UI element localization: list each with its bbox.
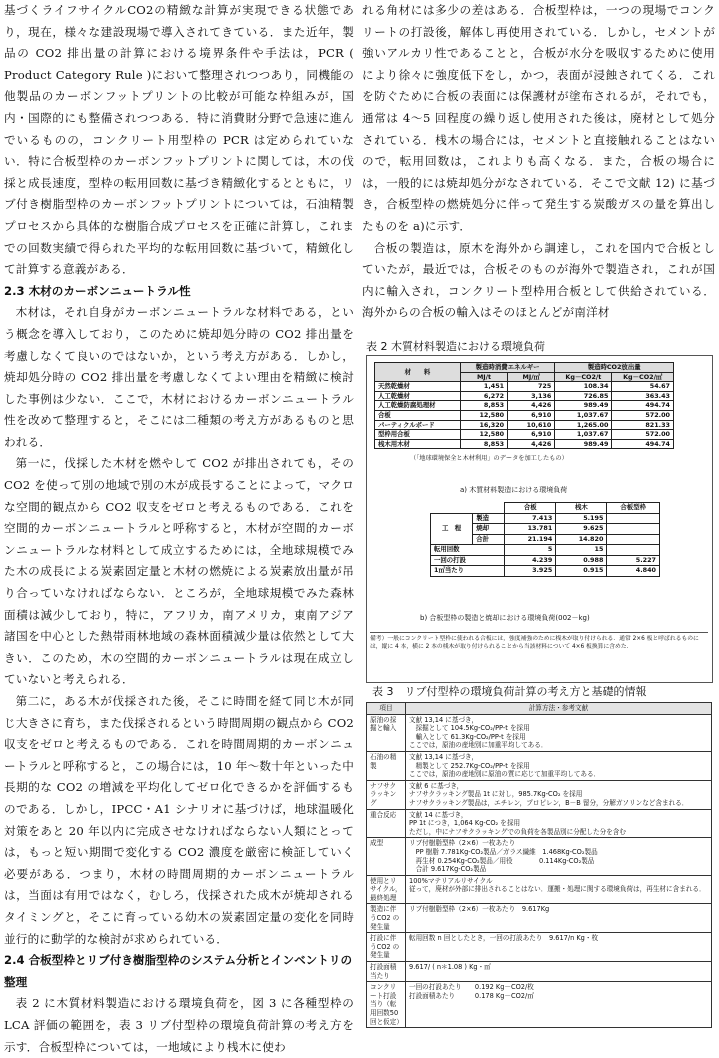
- table-cell: リブ付樹脂型枠（2×6）一枚あたり PP 樹脂 7.781Kg-CO₂製品／ガラス繊維 1.468Kg-CO₂製品 再生材 0.254Kg-CO₂製品／用役 0.114Kg-CO₂製品 合計 9.617Kg-CO₂製品: [406, 838, 712, 875]
- table-cell: 9.625: [556, 524, 607, 535]
- table-row: [431, 555, 660, 566]
- table-cell: パーティクルボード: [375, 420, 461, 430]
- table2-note: （「地球環境保全と木材利用」のデータを加工したもの）: [410, 455, 568, 462]
- table-cell: 13.781: [505, 524, 556, 535]
- table3: [366, 702, 712, 1028]
- table-row: [375, 401, 674, 411]
- right-column: [362, 0, 715, 324]
- table2b: [430, 502, 660, 577]
- paragraph: 基づくライフサイクルCO2の精緻な計算が実現できる状態であり，現在，様々な建設現場で導入されてきている．また近年，製品の CO2 排出量の計算における境界条件や手法は，PCR ( Product Category Rule )において整理されつつあり，同機能の他製品のカーボンフットプリントの比較が可能な枠組みが，国内・国際的にも整備されつつある．特に消費財分野で急速に進んでいるものの，コンクリート用型枠の PCR は定められていない．特に合板型枠のカーボンフットプリントに関しては，木の伐採と成長速度，型枠の転用回数に基づき精緻化するとともに，リブ付き樹脂型枠のカーボンフットプリントについては，石油精製プロセスから具体的な樹脂合成プロセスを正確に計算し，これまでの回数実績で得られた平均的な転用回数に基づいて，精緻化して計算する意義がある．: [4, 3, 354, 277]
- table-cell: 4.239: [505, 555, 556, 566]
- paragraph: 第一に，伐採した木材を燃やして CO2 が排出されても，その CO2 を使って別の地域で別の木が成長することによって，マクロな空間的観点から CO2 収支をゼロと考えるものである．これを空間的カーボンニュートラルと呼称すると，木材が空間的カーボンニュートラルな材料として成立するためには，全地球規模でみた木の成長による炭素固定量と木材の燃焼による炭素放出量が吊り合っていなければならない．ところが，全地球規模でみた森林面積は減少しており，特に，アフリカ，南アメリカ，東南アジア諸国を中心とした熱帯雨林地域の森林面積減少量は依然として大きい．このため，木の空間的カーボンニュートラルは現在成立していないと考えられる．: [4, 456, 354, 687]
- table-row: [367, 714, 712, 751]
- table-cell: 4,426: [508, 439, 555, 449]
- table-cell: 1,037.67: [555, 430, 612, 440]
- table-cell: 494.74: [612, 439, 674, 449]
- paragraph: 第二に，ある木が伐採された後，そこに時間を経て同じ木が同じ大きさに育ち，また伐採されるという時間周期の観点から CO2 収支をゼロと考えるものである．これを時間周期的カーボンニュートラルと呼称すると，この場合には，10 年～数十年といった中長期的な CO2 の増減を平均化してゼロ化できるかを評価するものである．しかし，IPCC・A1 シナリオに基づけば，地球温暖化対策をあと 20 年以内に完成させなければならない人類にとっては，もっと短い期間で変化する CO2 濃度を厳密に検証していく必要がある．つまり，木材の時間周期的カーボンニュートラルは，当面は有用ではなく，むしろ，伐採された成木が焼却されるタイミングと，そこに育っている幼木の炭素固定量の変化を同時並行的に動学的な検討が求められている．: [4, 694, 354, 946]
- table-cell: 天然乾燥材: [375, 382, 461, 392]
- table2b-caption: b) 合板型枠の製造と焼却における環境負荷(002－kg): [420, 614, 590, 622]
- table-cell: 重合反応: [367, 809, 406, 838]
- table-row: [375, 430, 674, 440]
- table-row: [431, 545, 660, 556]
- table2-caption: 表 2 木質材料製造における環境負荷: [366, 340, 545, 353]
- table-cell: 3.925: [505, 566, 556, 577]
- table-cell: 6,910: [508, 430, 555, 440]
- table-cell: 0.988: [556, 555, 607, 566]
- table-row: [367, 703, 712, 715]
- table-header: 製造時消費エネルギー: [460, 363, 554, 373]
- table-row: [367, 982, 712, 1028]
- table-cell: 原油の採掘と輸入: [367, 714, 406, 751]
- section-heading-2-4: 2.4 合板型枠とリブ付き樹脂型枠のシステム分析とインベントリの整理: [4, 953, 353, 989]
- table-cell: 工 程: [431, 513, 473, 545]
- table-cell: 転用回数: [431, 545, 505, 556]
- table-row: [431, 513, 660, 524]
- table-cell: 21.194: [505, 534, 556, 545]
- table-cell: 一回の打設: [431, 555, 505, 566]
- table-cell: 108.34: [555, 382, 612, 392]
- table-header: Kg－CO2/t: [555, 372, 612, 382]
- table-row: [367, 875, 712, 904]
- table-cell: ナフサクラッキング: [367, 780, 406, 809]
- paragraph: 合板の製造は，原木を海外から調達し，これを国内で合板としていたが，最近では，合板そのものが海外で製造され，これが国内に輸入され，コンクリート型枠用合板として供給されている．海外からの合板の輸入はそのほとんどが南洋材: [362, 240, 715, 320]
- table-cell: 転用回数 n 回としたとき，一回の打設あたり 9.617/n Kg・枚: [406, 933, 712, 962]
- intro-paragraphs: [4, 0, 354, 281]
- table-cell: 54.67: [612, 382, 674, 392]
- table-cell: 製造に伴うCO2 の発生量: [367, 904, 406, 933]
- table-cell: 石油の精製: [367, 751, 406, 780]
- table-cell: 焼却: [473, 524, 505, 535]
- table-row: [431, 503, 660, 514]
- table-cell: 一回の打設あたり 0.192 Kg－CO2/枚 打設面積あたり 0.178 Kg－CO2/㎡: [406, 982, 712, 1028]
- table-header: 計算方法・参考文献: [406, 703, 712, 715]
- table-cell: 合板: [375, 410, 461, 420]
- table-cell: 打設に伴うCO2 の発生量: [367, 933, 406, 962]
- table-row: [367, 751, 712, 780]
- table-cell: 8,853: [460, 401, 507, 411]
- table-cell: 363.43: [612, 391, 674, 401]
- table-cell: 6,910: [508, 410, 555, 420]
- table-cell: 文献 13,14 に基づき， 精製として 252.7Kg-CO₂/PP-t を採用 ここでは，原油の産地別に原油の質に応じて加重平均してある．: [406, 751, 712, 780]
- table-cell: 821.33: [612, 420, 674, 430]
- table3-caption: 表 3 リブ付型枠の環境負荷計算の考え方と基礎的情報: [372, 685, 647, 698]
- table-header: 桟木: [556, 503, 607, 514]
- table-header: 合板: [505, 503, 556, 514]
- table-cell: 型枠用合板: [375, 430, 461, 440]
- table-cell: 10,610: [508, 420, 555, 430]
- table-row: [367, 780, 712, 809]
- table-cell: 人工乾燥防腐処理材: [375, 401, 461, 411]
- table-cell: リブ付樹脂型枠（2×6）一枚あたり 9.617Kg: [406, 904, 712, 933]
- table-cell: 文献 13,14 に基づき， 採掘として 104.5Kg-CO₂/PP-t を採用 輸入として 61.3Kg-CO₂/PP-t を採用 ここでは，原油の産地別に加重平均してある．: [406, 714, 712, 751]
- table-header: 項目: [367, 703, 406, 715]
- table-cell: 3,136: [508, 391, 555, 401]
- table-cell: 725: [508, 382, 555, 392]
- table-header: Kg－CO2/㎥: [612, 372, 674, 382]
- table-cell: 12,580: [460, 410, 507, 420]
- table-cell: 4,426: [508, 401, 555, 411]
- table-cell: 合計: [473, 534, 505, 545]
- table-cell: [607, 513, 660, 524]
- left-column: [4, 0, 354, 1058]
- table-row: [375, 410, 674, 420]
- table2a: [374, 362, 674, 449]
- table-cell: 8,853: [460, 439, 507, 449]
- table-row: [367, 962, 712, 982]
- table-cell: 1,265.00: [555, 420, 612, 430]
- table-cell: 文献 6 に基づき， ナフサクラッキング製品 1t に対し，985.7Kg-CO₂ を採用 ナフサクラッキング製品は，エチレン，プロピレン，B－B 留分，分解ガソリンなど含まれる．: [406, 780, 712, 809]
- table-cell: [607, 545, 660, 556]
- table-cell: 4.840: [607, 566, 660, 577]
- table-cell: 572.00: [612, 430, 674, 440]
- table-row: [375, 391, 674, 401]
- table-cell: 成型: [367, 838, 406, 875]
- table-cell: 726.85: [555, 391, 612, 401]
- table-cell: 16,320: [460, 420, 507, 430]
- table-cell: 989.49: [555, 401, 612, 411]
- table-cell: 989.49: [555, 439, 612, 449]
- table-row: [367, 809, 712, 838]
- table-cell: [607, 534, 660, 545]
- table-cell: 7.413: [505, 513, 556, 524]
- table-cell: 494.74: [612, 401, 674, 411]
- table-cell: 572.00: [612, 410, 674, 420]
- table3-body: [367, 714, 712, 1028]
- table-row: [375, 363, 674, 373]
- table-cell: 0.915: [556, 566, 607, 577]
- table-cell: 人工乾燥材: [375, 391, 461, 401]
- table-row: [367, 838, 712, 875]
- table-cell: 1,037.67: [555, 410, 612, 420]
- table2a-caption: a) 木質材料製造における環境負荷: [460, 486, 568, 494]
- table-header: 材 料: [375, 363, 461, 382]
- section-heading-2-3: 2.3 木材のカーボンニュートラル性: [4, 283, 191, 298]
- table-cell: 1㎡当たり: [431, 566, 505, 577]
- table-cell: 1,451: [460, 382, 507, 392]
- table-cell: 14.820: [556, 534, 607, 545]
- table-cell: 打設面積当たり: [367, 962, 406, 982]
- table-cell: コンクリート打設当り（転用回数50回と仮定）: [367, 982, 406, 1028]
- table-cell: 5.195: [556, 513, 607, 524]
- table-row: [375, 420, 674, 430]
- table-header: MJ/t: [460, 372, 507, 382]
- table-header: MJ/㎥: [508, 372, 555, 382]
- table-cell: 15: [556, 545, 607, 556]
- table-header: 合板型枠: [607, 503, 660, 514]
- table-cell: 5.227: [607, 555, 660, 566]
- table-row: [375, 439, 674, 449]
- paragraph: 木材は，それ自身がカーボンニュートラルな材料である，という概念を導入しており，このために焼却処分時の CO2 排出量を考慮しなくて良いのではないか，という考え方がある．しかし，焼却処分時の CO2 排出量を考慮しなくてよい理由を精緻に検討した事例は少ない．ここで，木材におけるカーボンニュートラル性を改めて整理すると，そこには二種類の考え方があるものと思われる．: [4, 305, 354, 449]
- table-cell: 5: [505, 545, 556, 556]
- table-cell: 100%マテリアルリサイクル 従って，廃材が外部に排出されることはない．運搬・処理に関する環境負荷は，再生材に含まれる．: [406, 875, 712, 904]
- paragraph: 表 2 に木質材料製造における環境負荷を，図 3 に各種型枠の LCA 評価の範囲を，表 3 リブ付型枠の環境負荷計算の考え方を示す．合板型枠については，一地域により桟木に使わ: [4, 996, 354, 1054]
- table-cell: [607, 524, 660, 535]
- table-cell: 桟木用木材: [375, 439, 461, 449]
- table-header: 製造時CO2放出量: [555, 363, 674, 373]
- table-row: [367, 904, 712, 933]
- table-cell: 使用とリサイクル，最終処理: [367, 875, 406, 904]
- paragraph: れる角材には多少の差はある．合板型枠は，一つの現場でコンクリートの打設後，解体し再使用されている．しかし，セメントが強いアルカリ性であることと，合板が水分を吸収するために使用により徐々に強度低下をし，かつ，表面が浸蝕されてくる．これを防ぐために合板の表面には保護材が塗布されるが，それでも，通常は 4～5 回程度の繰り返し使用された後は，廃材として処分されている．桟木の場合には，セメントと直接触れることはないので，転用回数は，これよりも高くなる．また，合板の場合には，一般的には焼却処分がなされている．そこで文献 12) に基づき，合板型枠の燃焼処分に伴って発生する炭酸ガスの量を算出したものを a)に示す．: [362, 3, 715, 233]
- table-cell: 9.617/ ( n＊1.08 ) Kg・㎡: [406, 962, 712, 982]
- table-cell: 製造: [473, 513, 505, 524]
- table-row: [431, 566, 660, 577]
- table2b-note: 備考）一般にコンクリート型枠に使われる合板には，強度補強のために桟木が取り付けられる．通常 2×6 板と呼ばれるものには，縦に 4 本，横に 2 本の桟木が取り付けられることから当該材料について 4×6 板換算に含めた．: [370, 632, 708, 652]
- table-cell: 文献 14 に基づき， PP 1t につき，1,064 Kg-CO₂ を採用 ただし，中にナフサクラッキングでの負荷を各製品別に分配した分を含む: [406, 809, 712, 838]
- table-cell: 6,272: [460, 391, 507, 401]
- table-cell: 12,580: [460, 430, 507, 440]
- table-row: [375, 382, 674, 392]
- table-row: [367, 933, 712, 962]
